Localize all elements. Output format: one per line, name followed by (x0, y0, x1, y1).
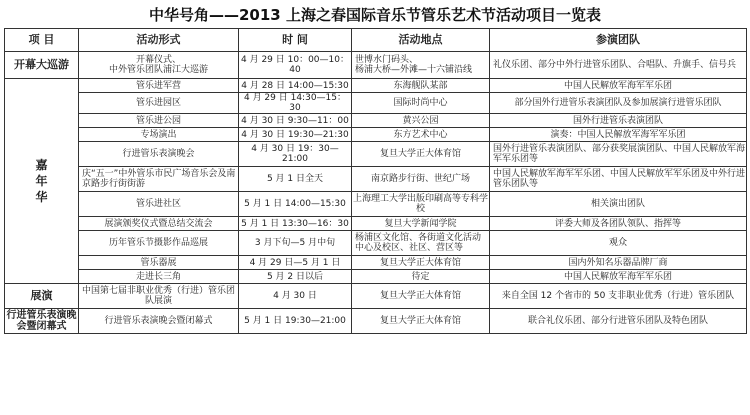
place-cell: 复旦大学正大体育馆 (352, 142, 490, 167)
page-title: 中华号角——2013 上海之春国际音乐节管乐艺术节活动项目一览表 (149, 6, 601, 24)
table-row (5, 309, 747, 334)
time-cell: 4 月 28 日 14:00—15:30 (239, 79, 352, 93)
place-cell: 东方艺术中心 (352, 128, 490, 142)
header-form: 活动形式 (79, 29, 239, 52)
time-cell: 3 月下旬—5 月中旬 (239, 231, 352, 256)
table-row (5, 93, 747, 114)
table-row (5, 128, 747, 142)
form-cell: 走进长三角 (79, 270, 239, 284)
teams-cell: 评委大师及各团队领队、指挥等 (490, 217, 747, 231)
form-cell: 管乐进社区 (79, 192, 239, 217)
place-cell: 复旦大学新闻学院 (352, 217, 490, 231)
teams-cell: 中国人民解放军海军军乐团 (490, 79, 747, 93)
header-place: 活动地点 (352, 29, 490, 52)
form-cell: 开幕仪式、 中外管乐团队浦江大巡游 (79, 52, 239, 79)
table-row (5, 192, 747, 217)
form-cell: 历年管乐节摄影作品巡展 (79, 231, 239, 256)
teams-cell: 国外行进管乐表演团队 (490, 114, 747, 128)
place-cell: 复旦大学正大体育馆 (352, 256, 490, 270)
teams-cell: 联合礼仪乐团、部分行进管乐团队及特色团队 (490, 309, 747, 334)
category-cell: 开幕大巡游 (5, 52, 79, 79)
category-cell: 嘉 年 华 (5, 79, 79, 284)
place-cell: 杨浦区文化馆、各街道文化活动中心及校区、社区、营区等 (352, 231, 490, 256)
form-cell: 管乐进园区 (79, 93, 239, 114)
place-cell: 南京路步行街、世纪广场 (352, 167, 490, 192)
schedule-table (4, 28, 747, 334)
time-cell: 5 月 1 日 19:30—21:00 (239, 309, 352, 334)
table-row (5, 167, 747, 192)
place-cell: 复旦大学正大体育馆 (352, 284, 490, 309)
teams-cell: 中国人民解放军海军军乐团 (490, 270, 747, 284)
table-row (5, 217, 747, 231)
teams-cell: 礼仪乐团、部分中外行进管乐团队、合唱队、升旗手、信号兵 (490, 52, 747, 79)
table-row (5, 114, 747, 128)
place-cell: 国际时尚中心 (352, 93, 490, 114)
teams-cell: 相关演出团队 (490, 192, 747, 217)
table-row (5, 270, 747, 284)
category-cell: 展演 (5, 284, 79, 309)
time-cell: 4 月 30 日 9:30—11：00 (239, 114, 352, 128)
table-row (5, 52, 747, 79)
time-cell: 5 月 1 日全天 (239, 167, 352, 192)
table-row (5, 142, 747, 167)
category-cell: 行进管乐表演晚会暨闭幕式 (6, 310, 77, 332)
teams-cell: 国外行进管乐表演团队、部分获奖展演团队、中国人民解放军海军军乐团等 (490, 142, 747, 167)
teams-cell: 国内外知名乐器品牌厂商 (490, 256, 747, 270)
time-cell: 5 月 2 日以后 (239, 270, 352, 284)
teams-cell: 部分国外行进管乐表演团队及参加展演行进管乐团队 (490, 93, 747, 114)
place-cell: 上海理工大学出版印刷高等专科学校 (352, 192, 490, 217)
place-cell: 黄兴公园 (352, 114, 490, 128)
form-cell: 管乐进军营 (79, 79, 239, 93)
table-row (5, 284, 747, 309)
header-time: 时 间 (239, 29, 352, 52)
place-cell: 东海舰队某部 (352, 79, 490, 93)
time-cell: 4 月 30 日 (239, 284, 352, 309)
form-cell: 行进管乐表演晚会 (79, 142, 239, 167)
time-cell: 4 月 29 日 14:30—15：30 (239, 93, 352, 114)
time-cell: 4 月 30 日 19：30—21:00 (239, 142, 352, 167)
form-cell: 行进管乐表演晚会暨闭幕式 (79, 309, 239, 334)
table-row (5, 256, 747, 270)
place-cell: 待定 (352, 270, 490, 284)
place-cell: 复旦大学正大体育馆 (352, 309, 490, 334)
form-cell: 管乐器展 (79, 256, 239, 270)
form-cell: 管乐进公园 (79, 114, 239, 128)
time-cell: 4 月 29 日—5 月 1 日 (239, 256, 352, 270)
teams-cell: 来自全国 12 个省市的 50 支非职业优秀（行进）管乐团队 (490, 284, 747, 309)
table-header-row (5, 29, 747, 52)
teams-cell: 演奏：中国人民解放军海军军乐团 (490, 128, 747, 142)
time-cell: 5 月 1 日 14:00—15:30 (239, 192, 352, 217)
header-item: 项 目 (5, 29, 79, 52)
teams-cell: 观众 (490, 231, 747, 256)
table-row (5, 231, 747, 256)
place-cell: 世博水门码头、 杨浦大桥—外滩—十六铺沿线 (352, 52, 490, 79)
form-cell: 展演颁奖仪式暨总结交流会 (79, 217, 239, 231)
time-cell: 4 月 30 日 19:30—21:30 (239, 128, 352, 142)
time-cell: 4 月 29 日 10：00—10：40 (239, 52, 352, 79)
time-cell: 5 月 1 日 13:30—16：30 (239, 217, 352, 231)
header-teams: 参演团队 (490, 29, 747, 52)
teams-cell: 中国人民解放军海军军乐团、中国人民解放军军乐团及中外行进管乐团队等 (490, 167, 747, 192)
form-cell: 中国第七届非职业优秀（行进）管乐团队展演 (79, 284, 239, 309)
form-cell: 专场演出 (79, 128, 239, 142)
form-cell: 庆“五一”中外管乐市民广场音乐会及南京路步行街街游 (79, 167, 239, 192)
table-row (5, 79, 747, 93)
